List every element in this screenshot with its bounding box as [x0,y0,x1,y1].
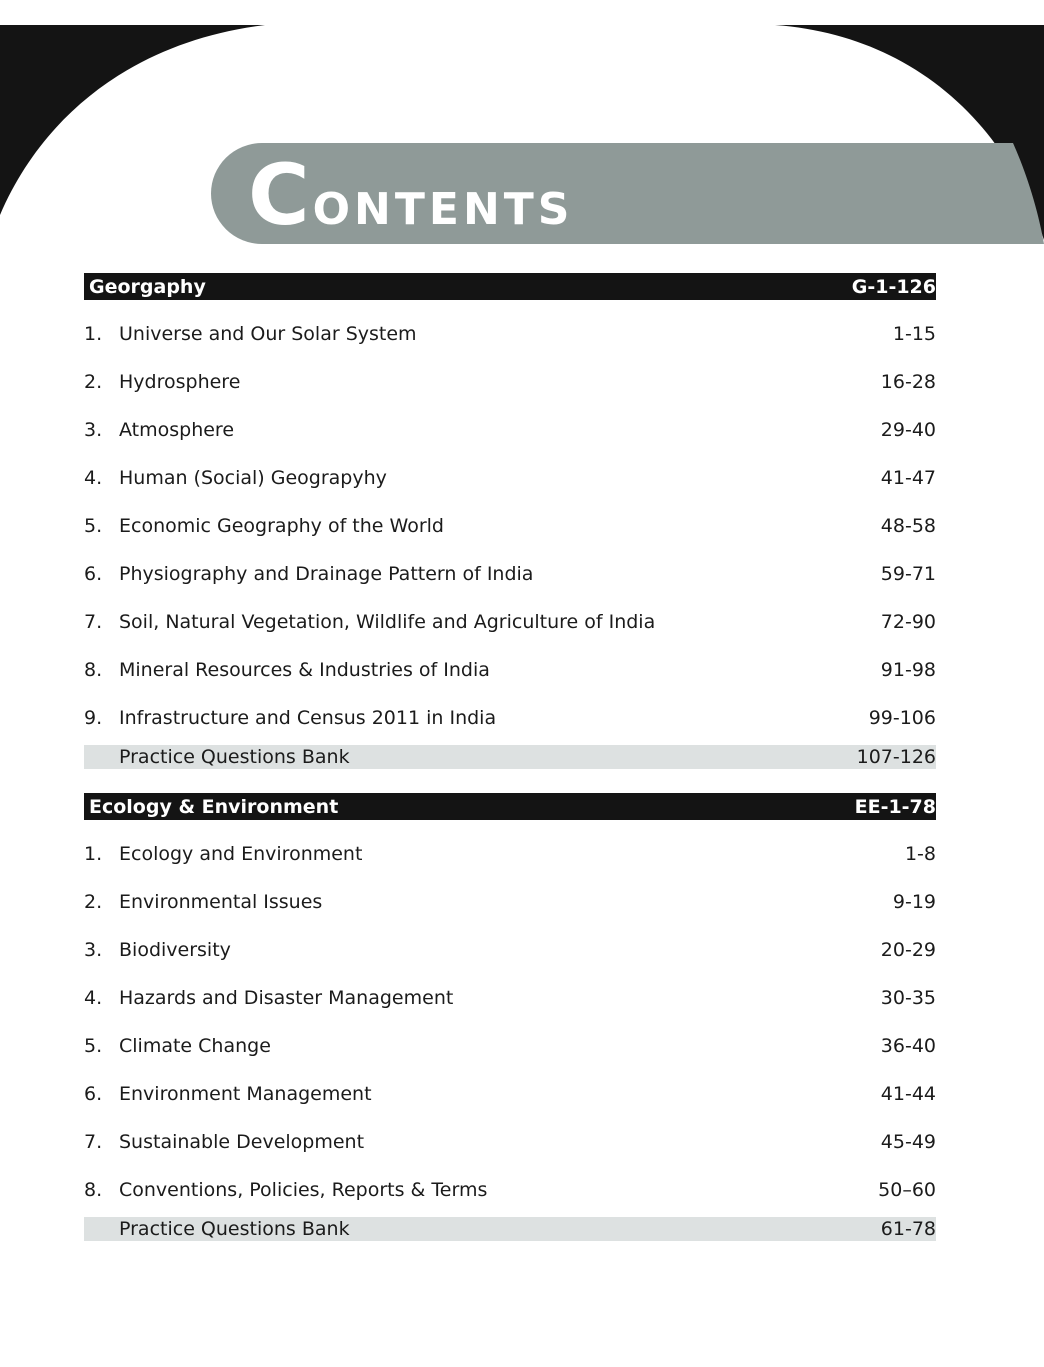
entry-number: 8. [84,659,103,681]
entry-pages: 50–60 [878,1179,936,1201]
entry-pages: 1-15 [892,323,936,345]
entry-title: Mineral Resources & Industries of India [119,659,490,681]
entry-pages: 20-29 [880,939,936,961]
entry-pages: 45-49 [880,1131,936,1153]
entry-title: Atmosphere [119,419,235,441]
entry-title: Biodiversity [119,939,231,961]
practice-bank-row[interactable] [84,745,936,769]
toc-entry[interactable] [84,406,936,454]
entry-number: 7. [84,611,103,633]
toc-entry[interactable] [84,358,936,406]
entry-number: 1. [84,323,103,345]
section-header [84,793,936,820]
entry-pages: 99-106 [868,707,936,729]
toc-entry[interactable] [84,830,936,878]
entry-pages: 1-8 [904,843,936,865]
title-rest: ONTENTS [312,183,574,235]
entry-number: 3. [84,419,103,441]
entry-pages: 16-28 [880,371,936,393]
table-of-contents [84,273,936,1241]
entry-title: Ecology and Environment [119,843,363,865]
bank-pages: 61-78 [880,1218,936,1240]
title-banner [210,143,1044,244]
entry-title: Infrastructure and Census 2011 in India [119,707,497,729]
entry-title: Economic Geography of the World [119,515,444,537]
entry-number: 1. [84,843,103,865]
entry-number: 6. [84,563,103,585]
toc-entry[interactable] [84,1166,936,1214]
entry-number: 2. [84,371,103,393]
entry-title: Hydrosphere [119,371,241,393]
entry-title: Human (Social) Geograpyhy [119,467,387,489]
entry-pages: 48-58 [880,515,936,537]
entry-number: 7. [84,1131,103,1153]
title-first-letter: C [248,145,313,244]
toc-entry[interactable] [84,1118,936,1166]
bank-pages: 107-126 [856,746,936,768]
entry-pages: 9-19 [892,891,936,913]
entry-number: 3. [84,939,103,961]
entry-pages: 29-40 [880,419,936,441]
entry-title: Environment Management [119,1083,372,1105]
toc-entry[interactable] [84,1022,936,1070]
entry-pages: 72-90 [880,611,936,633]
entry-pages: 59-71 [880,563,936,585]
toc-section [84,793,936,1241]
entry-number: 6. [84,1083,103,1105]
toc-entry[interactable] [84,502,936,550]
bank-title: Practice Questions Bank [119,746,350,768]
entry-title: Climate Change [119,1035,271,1057]
entry-pages: 41-44 [880,1083,936,1105]
entry-title: Conventions, Policies, Reports & Terms [119,1179,488,1201]
toc-entry[interactable] [84,646,936,694]
toc-entry[interactable] [84,598,936,646]
section-title: Ecology & Environment [89,795,339,818]
toc-section [84,273,936,769]
entry-number: 8. [84,1179,103,1201]
entry-title: Physiography and Drainage Pattern of India [119,563,534,585]
practice-bank-row[interactable] [84,1217,936,1241]
toc-entry[interactable] [84,310,936,358]
entry-title: Sustainable Development [119,1131,365,1153]
entry-pages: 91-98 [880,659,936,681]
entry-number: 5. [84,1035,103,1057]
section-page-range: EE-1-78 [854,795,936,818]
entry-number: 4. [84,987,103,1009]
entry-title: Soil, Natural Vegetation, Wildlife and Agriculture of India [119,611,656,633]
entry-number: 9. [84,707,103,729]
entry-number: 5. [84,515,103,537]
entry-pages: 36-40 [880,1035,936,1057]
toc-entry[interactable] [84,454,936,502]
toc-entry[interactable] [84,550,936,598]
toc-entry[interactable] [84,926,936,974]
entry-number: 2. [84,891,103,913]
entry-number: 4. [84,467,103,489]
section-page-range: G-1-126 [851,275,936,298]
toc-entry[interactable] [84,694,936,742]
toc-entry[interactable] [84,974,936,1022]
entry-pages: 41-47 [880,467,936,489]
entry-title: Universe and Our Solar System [119,323,417,345]
toc-entry[interactable] [84,1070,936,1118]
entry-title: Environmental Issues [119,891,323,913]
entry-pages: 30-35 [880,987,936,1009]
section-header [84,273,936,300]
bank-title: Practice Questions Bank [119,1218,350,1240]
page-title [248,145,574,244]
entry-title: Hazards and Disaster Management [119,987,454,1009]
toc-entry[interactable] [84,878,936,926]
section-title: Georgaphy [89,275,206,298]
